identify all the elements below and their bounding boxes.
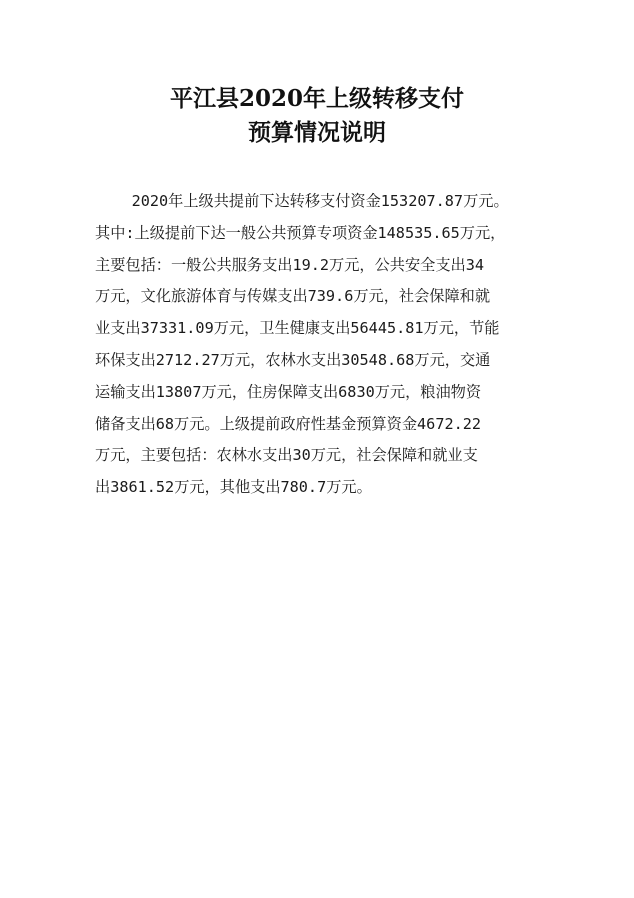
paragraph-line: 万元，主要包括：农林水支出30万元，社会保障和就业支 [95, 446, 478, 465]
paragraph-line: 主要包括：一般公共服务支出19.2万元，公共安全支出34 [95, 255, 484, 274]
paragraph-line: 2020年上级共提前下达转移支付资金153207.87万元。 [95, 192, 509, 210]
paragraph-line: 出3861.52万元，其他支出780.7万元。 [95, 478, 372, 497]
title-line-1: 平江县2020年上级转移支付 [169, 85, 464, 112]
paragraph-line: 储备支出68万元。上级提前政府性基金预算资金4672.22 [95, 414, 482, 433]
paragraph-line: 业支出37331.09万元，卫生健康支出56445.81万元，节能 [95, 319, 500, 338]
paragraph-line: 其中:上级提前下达一般公共预算专项资金148535.65万元， [95, 223, 506, 242]
paragraph-line: 运输支出13807万元，住房保障支出6830万元，粮油物资 [95, 382, 482, 401]
paragraph-line: 环保支出2712.27万元，农林水支出30548.68万元，交通 [95, 350, 491, 369]
paragraph-line: 万元，文化旅游体育与传媒支出739.6万元，社会保障和就 [95, 287, 491, 306]
title-line-2: 预算情况说明 [248, 119, 386, 146]
document-title [0, 82, 634, 150]
document-body-paragraph [95, 186, 547, 504]
